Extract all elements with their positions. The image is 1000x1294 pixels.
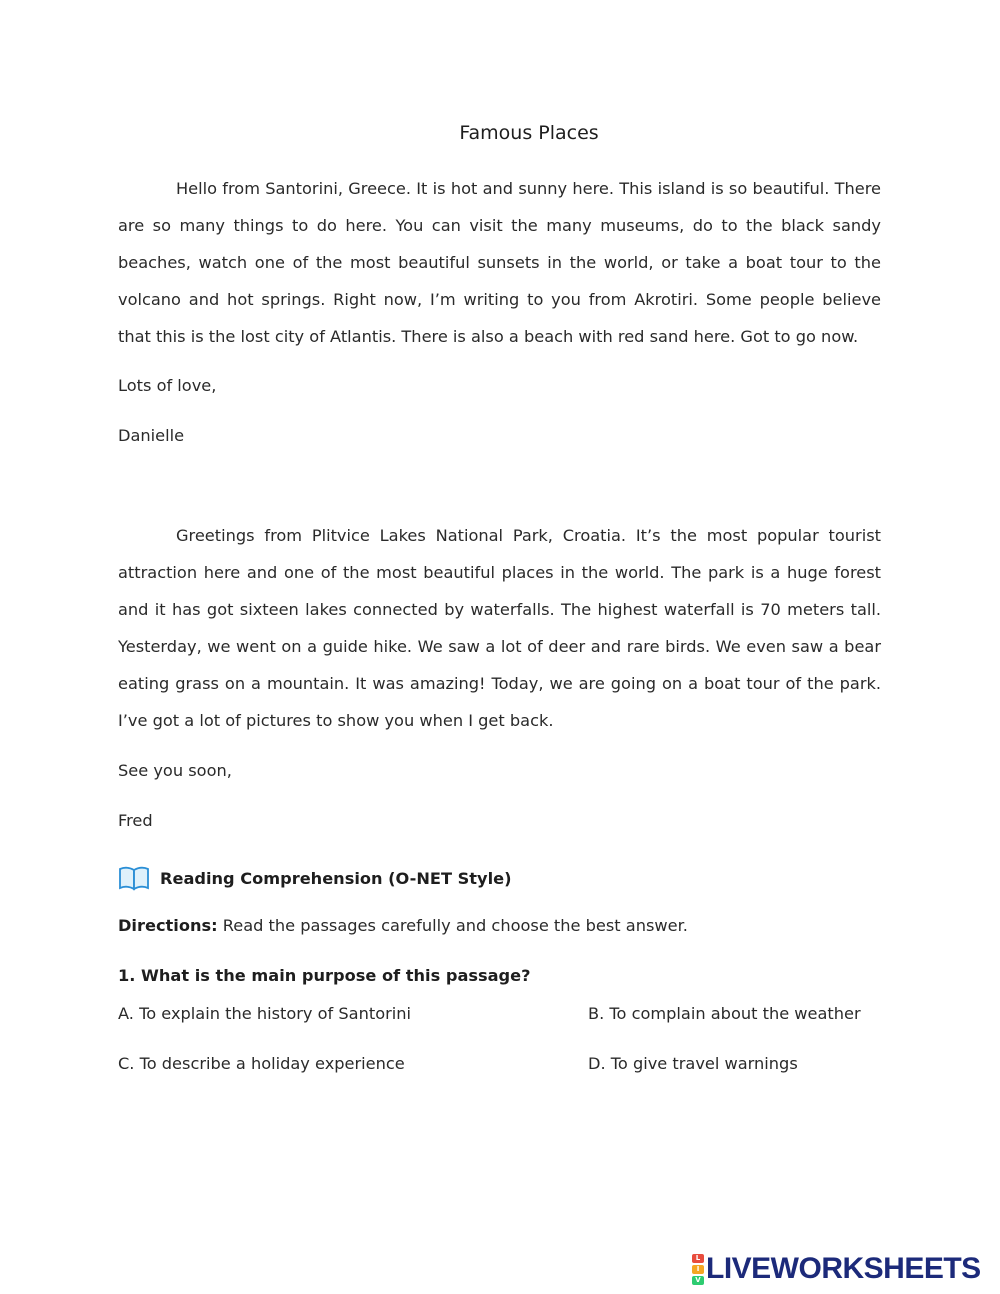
letter-plitvice-signature: Fred [118,811,153,830]
option-c[interactable]: C. To describe a holiday experience [118,1054,405,1073]
directions-text: Read the passages carefully and choose the best answer. [217,916,688,935]
directions-label: Directions: [118,916,218,935]
letter-plitvice-closing: See you soon, [118,761,232,780]
liveworksheets-logo [692,1253,981,1285]
option-d[interactable]: D. To give travel warnings [588,1054,798,1073]
question-1: 1. What is the main purpose of this passage? [118,966,531,985]
section-heading-text: Reading Comprehension (O-NET Style) [160,868,512,888]
liveworksheets-logo-mark: L I V [692,1253,704,1286]
letter-plitvice-body: Greetings from Plitvice Lakes National Park, Croatia. It’s the most popular tourist attraction here and one of the most beautiful places in the world. The park is a huge forest and it has got sixteen lakes connected by waterfalls. The highest waterfall is 70 meters tall. Yesterday, we went on a guide hike. We saw a lot of deer and rare birds. We even saw a bear eating grass on a mountain. It was amazing! Today, we are going on a boat tour of the park. I’ve got a lot of pictures to show you when I get back. [118,526,881,730]
section-heading [118,864,512,892]
letter-santorini-body: Hello from Santorini, Greece. It is hot and sunny here. This island is so beautiful. There are so many things to do here. You can visit the many museums, do to the black sandy beaches, watch one of the most beautiful sunsets in the world, or take a boat tour to the volcano and hot springs. Right now, I’m writing to you from Akrotiri. Some people believe that this is the lost city of Atlantis. There is also a beach with red sand here. Got to go now. [118,179,881,346]
letter-santorini-closing: Lots of love, [118,376,217,395]
open-book-icon [118,865,150,891]
liveworksheets-logo-text: LIVEWORKSHEETS [706,1252,981,1285]
directions [118,916,688,935]
page-title: Famous Places [459,122,599,144]
option-a[interactable]: A. To explain the history of Santorini [118,1004,412,1023]
option-b[interactable]: B. To complain about the weather [588,1004,861,1023]
letter-santorini-signature: Danielle [118,426,185,445]
